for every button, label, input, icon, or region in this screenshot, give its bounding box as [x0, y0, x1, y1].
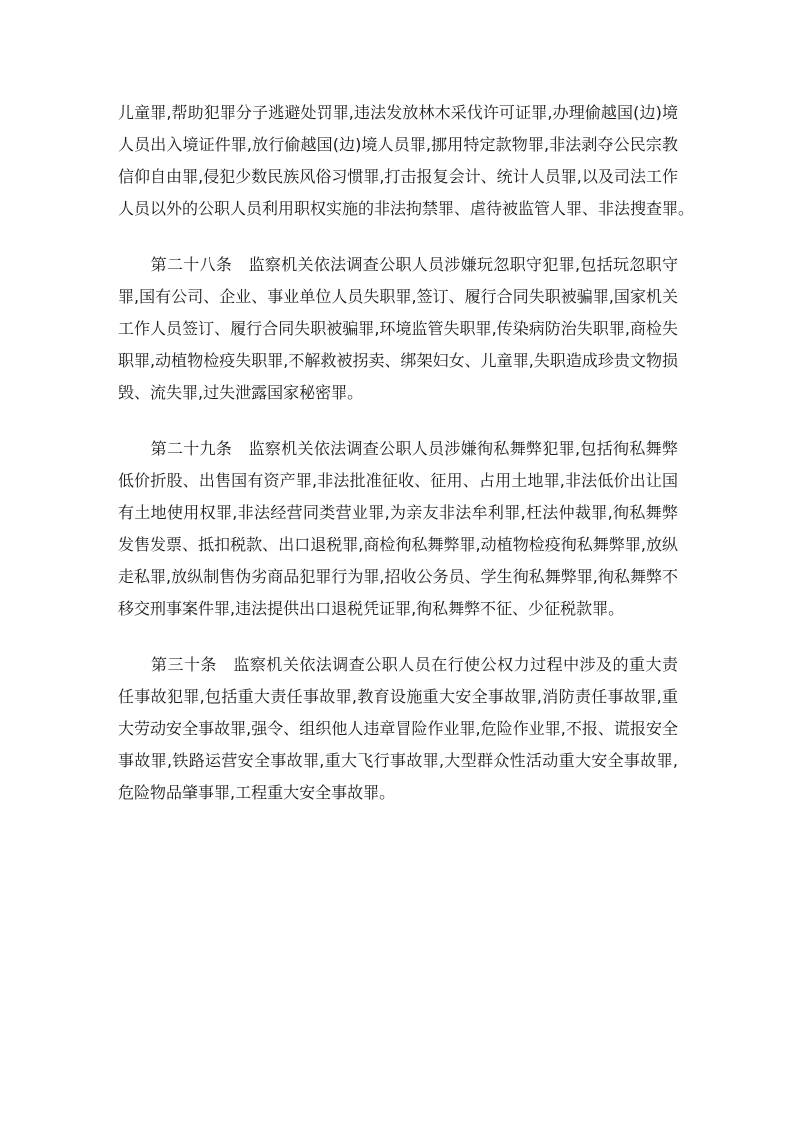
- paragraph-spacer: [118, 225, 678, 249]
- text-line: 人员出入境证件罪,放行偷越国(边)境人员罪,挪用特定款物罪,非法剥夺公民宗教: [118, 135, 678, 154]
- text-line: 工作人员签订、履行合同失职被骗罪,环境监管失职罪,传染病防治失职罪,商检失: [118, 319, 678, 338]
- paragraph-spacer: [118, 409, 678, 433]
- text-line: 有土地使用权罪,非法经营同类营业罪,为亲友非法牟利罪,枉法仲裁罪,徇私舞弊: [118, 503, 678, 522]
- text-line: 危险物品肇事罪,工程重大安全事故罪。: [118, 783, 396, 802]
- text-line: 罪,国有公司、企业、事业单位人员失职罪,签订、履行合同失职被骗罪,国家机关: [118, 287, 678, 306]
- text-line: 第三十条 监察机关依法调查公职人员在行使公权力过程中涉及的重大责: [118, 655, 678, 674]
- text-line: 第二十九条 监察机关依法调查公职人员涉嫌徇私舞弊犯罪,包括徇私舞弊: [118, 439, 678, 458]
- text-line: 职罪,动植物检疫失职罪,不解救被拐卖、绑架妇女、儿童罪,失职造成珍贵文物损: [118, 351, 678, 370]
- text-line: 移交刑事案件罪,违法提供出口退税凭证罪,徇私舞弊不征、少征税款罪。: [118, 599, 625, 618]
- text-line: 走私罪,放纵制售伪劣商品犯罪行为罪,招收公务员、学生徇私舞弊罪,徇私舞弊不: [118, 567, 678, 586]
- text-line: 第二十八条 监察机关依法调查公职人员涉嫌玩忽职守犯罪,包括玩忽职守: [118, 255, 678, 274]
- text-line: 人员以外的公职人员利用职权实施的非法拘禁罪、虐待被监管人罪、非法搜查罪。: [118, 199, 695, 218]
- text-line: 事故罪,铁路运营安全事故罪,重大飞行事故罪,大型群众性活动重大安全事故罪,: [118, 751, 678, 770]
- paragraph-article-30: [118, 649, 678, 809]
- text-line: 信仰自由罪,侵犯少数民族风俗习惯罪,打击报复会计、统计人员罪,以及司法工作: [118, 167, 678, 186]
- text-line: 任事故犯罪,包括重大责任事故罪,教育设施重大安全事故罪,消防责任事故罪,重: [118, 687, 678, 706]
- paragraph-continuation: [118, 97, 695, 225]
- text-line: 毁、流失罪,过失泄露国家秘密罪。: [118, 383, 364, 402]
- text-line: 儿童罪,帮助犯罪分子逃避处罚罪,违法发放林木采伐许可证罪,办理偷越国(边)境: [118, 103, 678, 122]
- text-line: 大劳动安全事故罪,强令、组织他人违章冒险作业罪,危险作业罪,不报、谎报安全: [118, 719, 678, 738]
- paragraph-spacer: [118, 625, 678, 649]
- paragraph-article-29: [118, 433, 678, 625]
- paragraph-article-28: [118, 249, 678, 409]
- text-line: 低价折股、出售国有资产罪,非法批准征收、征用、占用土地罪,非法低价出让国: [118, 471, 678, 490]
- document-body: [118, 97, 695, 809]
- text-line: 发售发票、抵扣税款、出口退税罪,商检徇私舞弊罪,动植物检疫徇私舞弊罪,放纵: [118, 535, 678, 554]
